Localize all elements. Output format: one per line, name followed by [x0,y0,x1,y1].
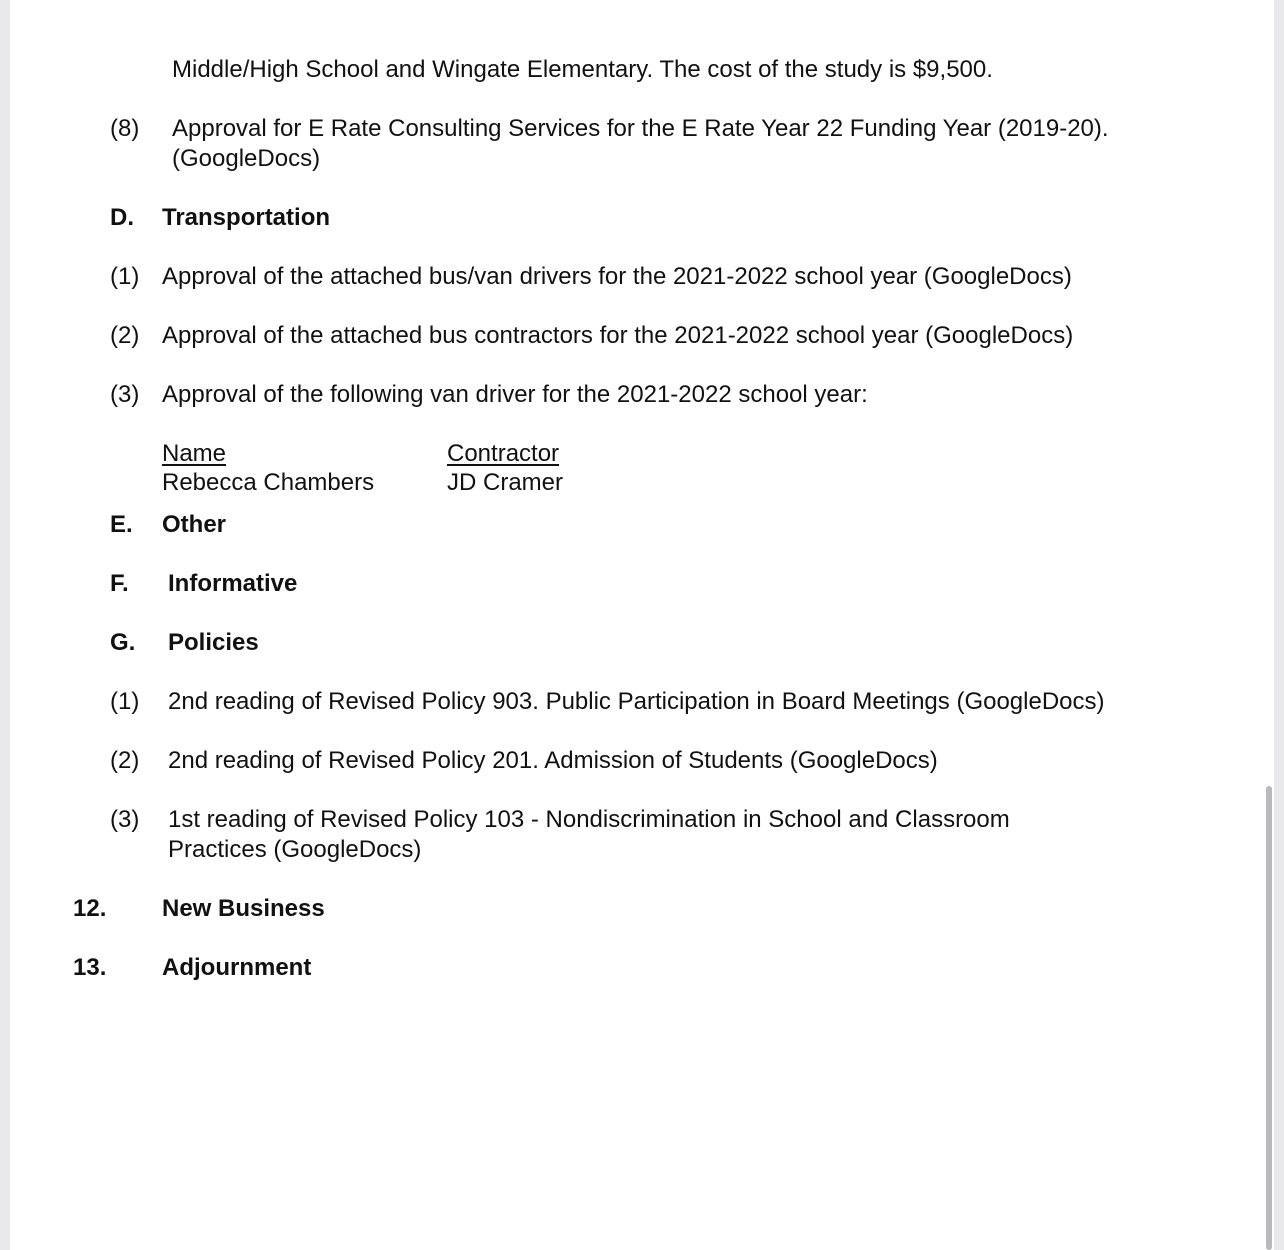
section-d-item-1-text: Approval of the attached bus/van drivers for the 2021-2022 school year (GoogleDocs) [162,263,1072,290]
section-e-letter: E. [110,511,133,538]
section-e-title: Other [162,511,227,538]
section-d-item-1-number: (1) [110,263,140,290]
section-f-title: Informative [168,570,298,597]
section-d-item-2-text: Approval of the attached bus contractors for the 2021-2022 school year (GoogleDocs) [162,322,1074,349]
section-g-letter: G. [110,629,136,656]
section-d-item-3-text: Approval of the following van driver for the 2021-2022 school year: [162,381,868,408]
table-header-name: Name [162,440,227,467]
section-d-letter: D. [110,204,134,231]
section-c-item-8-text-line2: (GoogleDocs) [172,145,321,172]
section-g-item-3-text: 1st reading of Revised Policy 103 - Nondiscrimination in School and Classroom [168,806,1010,833]
scrollbar[interactable] [1266,786,1272,1250]
section-12-number: 12. [73,895,107,922]
document-page [10,0,1274,1250]
section-g-item-3-text-line2: Practices (GoogleDocs) [168,836,422,863]
section-g-item-1-text: 2nd reading of Revised Policy 903. Public Participation in Board Meetings (GoogleDocs) [168,688,1105,715]
section-13-number: 13. [73,954,107,981]
section-d-item-3-number: (3) [110,381,140,408]
section-g-item-2-number: (2) [110,747,140,774]
section-12-title: New Business [162,895,325,922]
section-c-item-8-text: Approval for E Rate Consulting Services for the E Rate Year 22 Funding Year (2019-20). [172,115,1109,142]
section-d-title: Transportation [162,204,331,231]
section-d-item-2-number: (2) [110,322,140,349]
section-c-item-8-number: (8) [110,115,140,142]
table-cell-driver-name: Rebecca Chambers [162,469,375,496]
section-g-title: Policies [168,629,259,656]
table-header-contractor: Contractor [447,440,560,467]
section-c-item-7-continuation: Middle/High School and Wingate Elementary. The cost of the study is $9,500. [172,56,993,83]
section-13-title: Adjournment [162,954,312,981]
section-g-item-3-number: (3) [110,806,140,833]
section-f-letter: F. [110,570,129,597]
section-g-item-2-text: 2nd reading of Revised Policy 201. Admission of Students (GoogleDocs) [168,747,938,774]
section-g-item-1-number: (1) [110,688,140,715]
table-cell-contractor: JD Cramer [447,469,564,496]
